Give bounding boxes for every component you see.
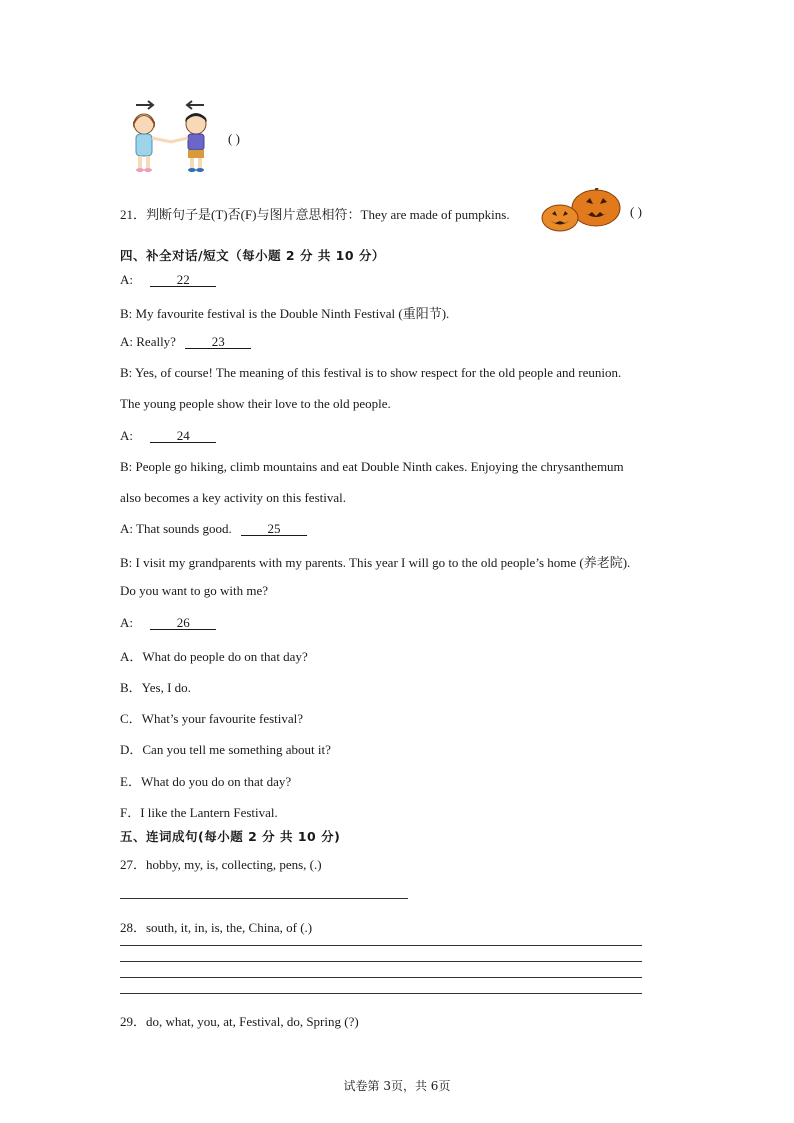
option-a: A．What do people do on that day? — [120, 649, 308, 664]
answer-line-27[interactable] — [120, 898, 408, 899]
answer-blank-25[interactable]: 25 — [241, 522, 307, 536]
section4-heading: 四、补全对话/短文（每小题 2 分 共 10 分） — [120, 248, 385, 263]
section5-heading: 五、连词成句(每小题 2 分 共 10 分) — [120, 829, 341, 844]
q20-answer-parentheses: ( ) — [228, 131, 240, 146]
answer-line-28-1[interactable] — [120, 945, 642, 946]
answer-blank-23[interactable]: 23 — [185, 335, 251, 349]
pumpkins-illustration — [540, 188, 622, 232]
dialogue-line: B: Yes, of course! The meaning of this festival is to show respect for the old people and reunion. — [120, 365, 622, 380]
option-b: B．Yes, I do. — [120, 680, 191, 695]
option-e: E．What do you do on that day? — [120, 774, 292, 789]
dialogue-line: also becomes a key activity on this festival. — [120, 490, 346, 505]
answer-blank-24[interactable]: 24 — [150, 429, 216, 443]
option-f: F．I like the Lantern Festival. — [120, 805, 278, 820]
answer-line-28-4[interactable] — [120, 993, 642, 994]
option-d: D．Can you tell me something about it? — [120, 742, 331, 757]
dialogue-line-a-25 — [120, 521, 307, 537]
q21-number: 21． — [120, 207, 147, 222]
speaker-label: A: — [120, 272, 133, 287]
speaker-label: A: — [120, 615, 133, 630]
dialogue-line-a-26 — [120, 615, 216, 631]
page-footer: 试卷第 3页，共 6页 — [343, 1079, 451, 1093]
dialogue-line: The young people show their love to the old people. — [120, 396, 391, 411]
dialogue-line: B: I visit my grandparents with my parents. This year I will go to the old people’s home (养老院). — [120, 555, 631, 570]
question-27: 27．hobby, my, is, collecting, pens, (.) — [120, 857, 322, 872]
dialogue-line-a-22 — [120, 272, 216, 288]
question-29: 29．do, what, you, at, Festival, do, Spring (?) — [120, 1014, 359, 1029]
speaker-label: A: — [120, 428, 133, 443]
question-28: 28．south, it, in, is, the, China, of (.) — [120, 920, 313, 935]
q21-text: 判断句子是(T)否(F)与图片意思相符：They are made of pumpkins. — [146, 207, 510, 222]
dialogue-line: B: My favourite festival is the Double Ninth Festival (重阳节). — [120, 306, 450, 321]
answer-blank-22[interactable]: 22 — [150, 273, 216, 287]
option-c: C．What’s your favourite festival? — [120, 711, 304, 726]
answer-line-28-3[interactable] — [120, 977, 642, 978]
dialogue-line-a-23 — [120, 334, 251, 350]
dialogue-line: B: People go hiking, climb mountains and eat Double Ninth cakes. Enjoying the chrysanthemum — [120, 459, 624, 474]
kids-pointing-illustration — [118, 98, 222, 178]
answer-line-28-2[interactable] — [120, 961, 642, 962]
answer-blank-26[interactable]: 26 — [150, 616, 216, 630]
dialogue-line-a-24 — [120, 428, 216, 444]
q21-prompt — [120, 204, 510, 223]
dialogue-line: Do you want to go with me? — [120, 583, 269, 598]
speaker-label: A: That sounds good. — [120, 521, 232, 536]
speaker-label: A: Really? — [120, 334, 176, 349]
q21-answer-parentheses: ( ) — [630, 204, 642, 219]
